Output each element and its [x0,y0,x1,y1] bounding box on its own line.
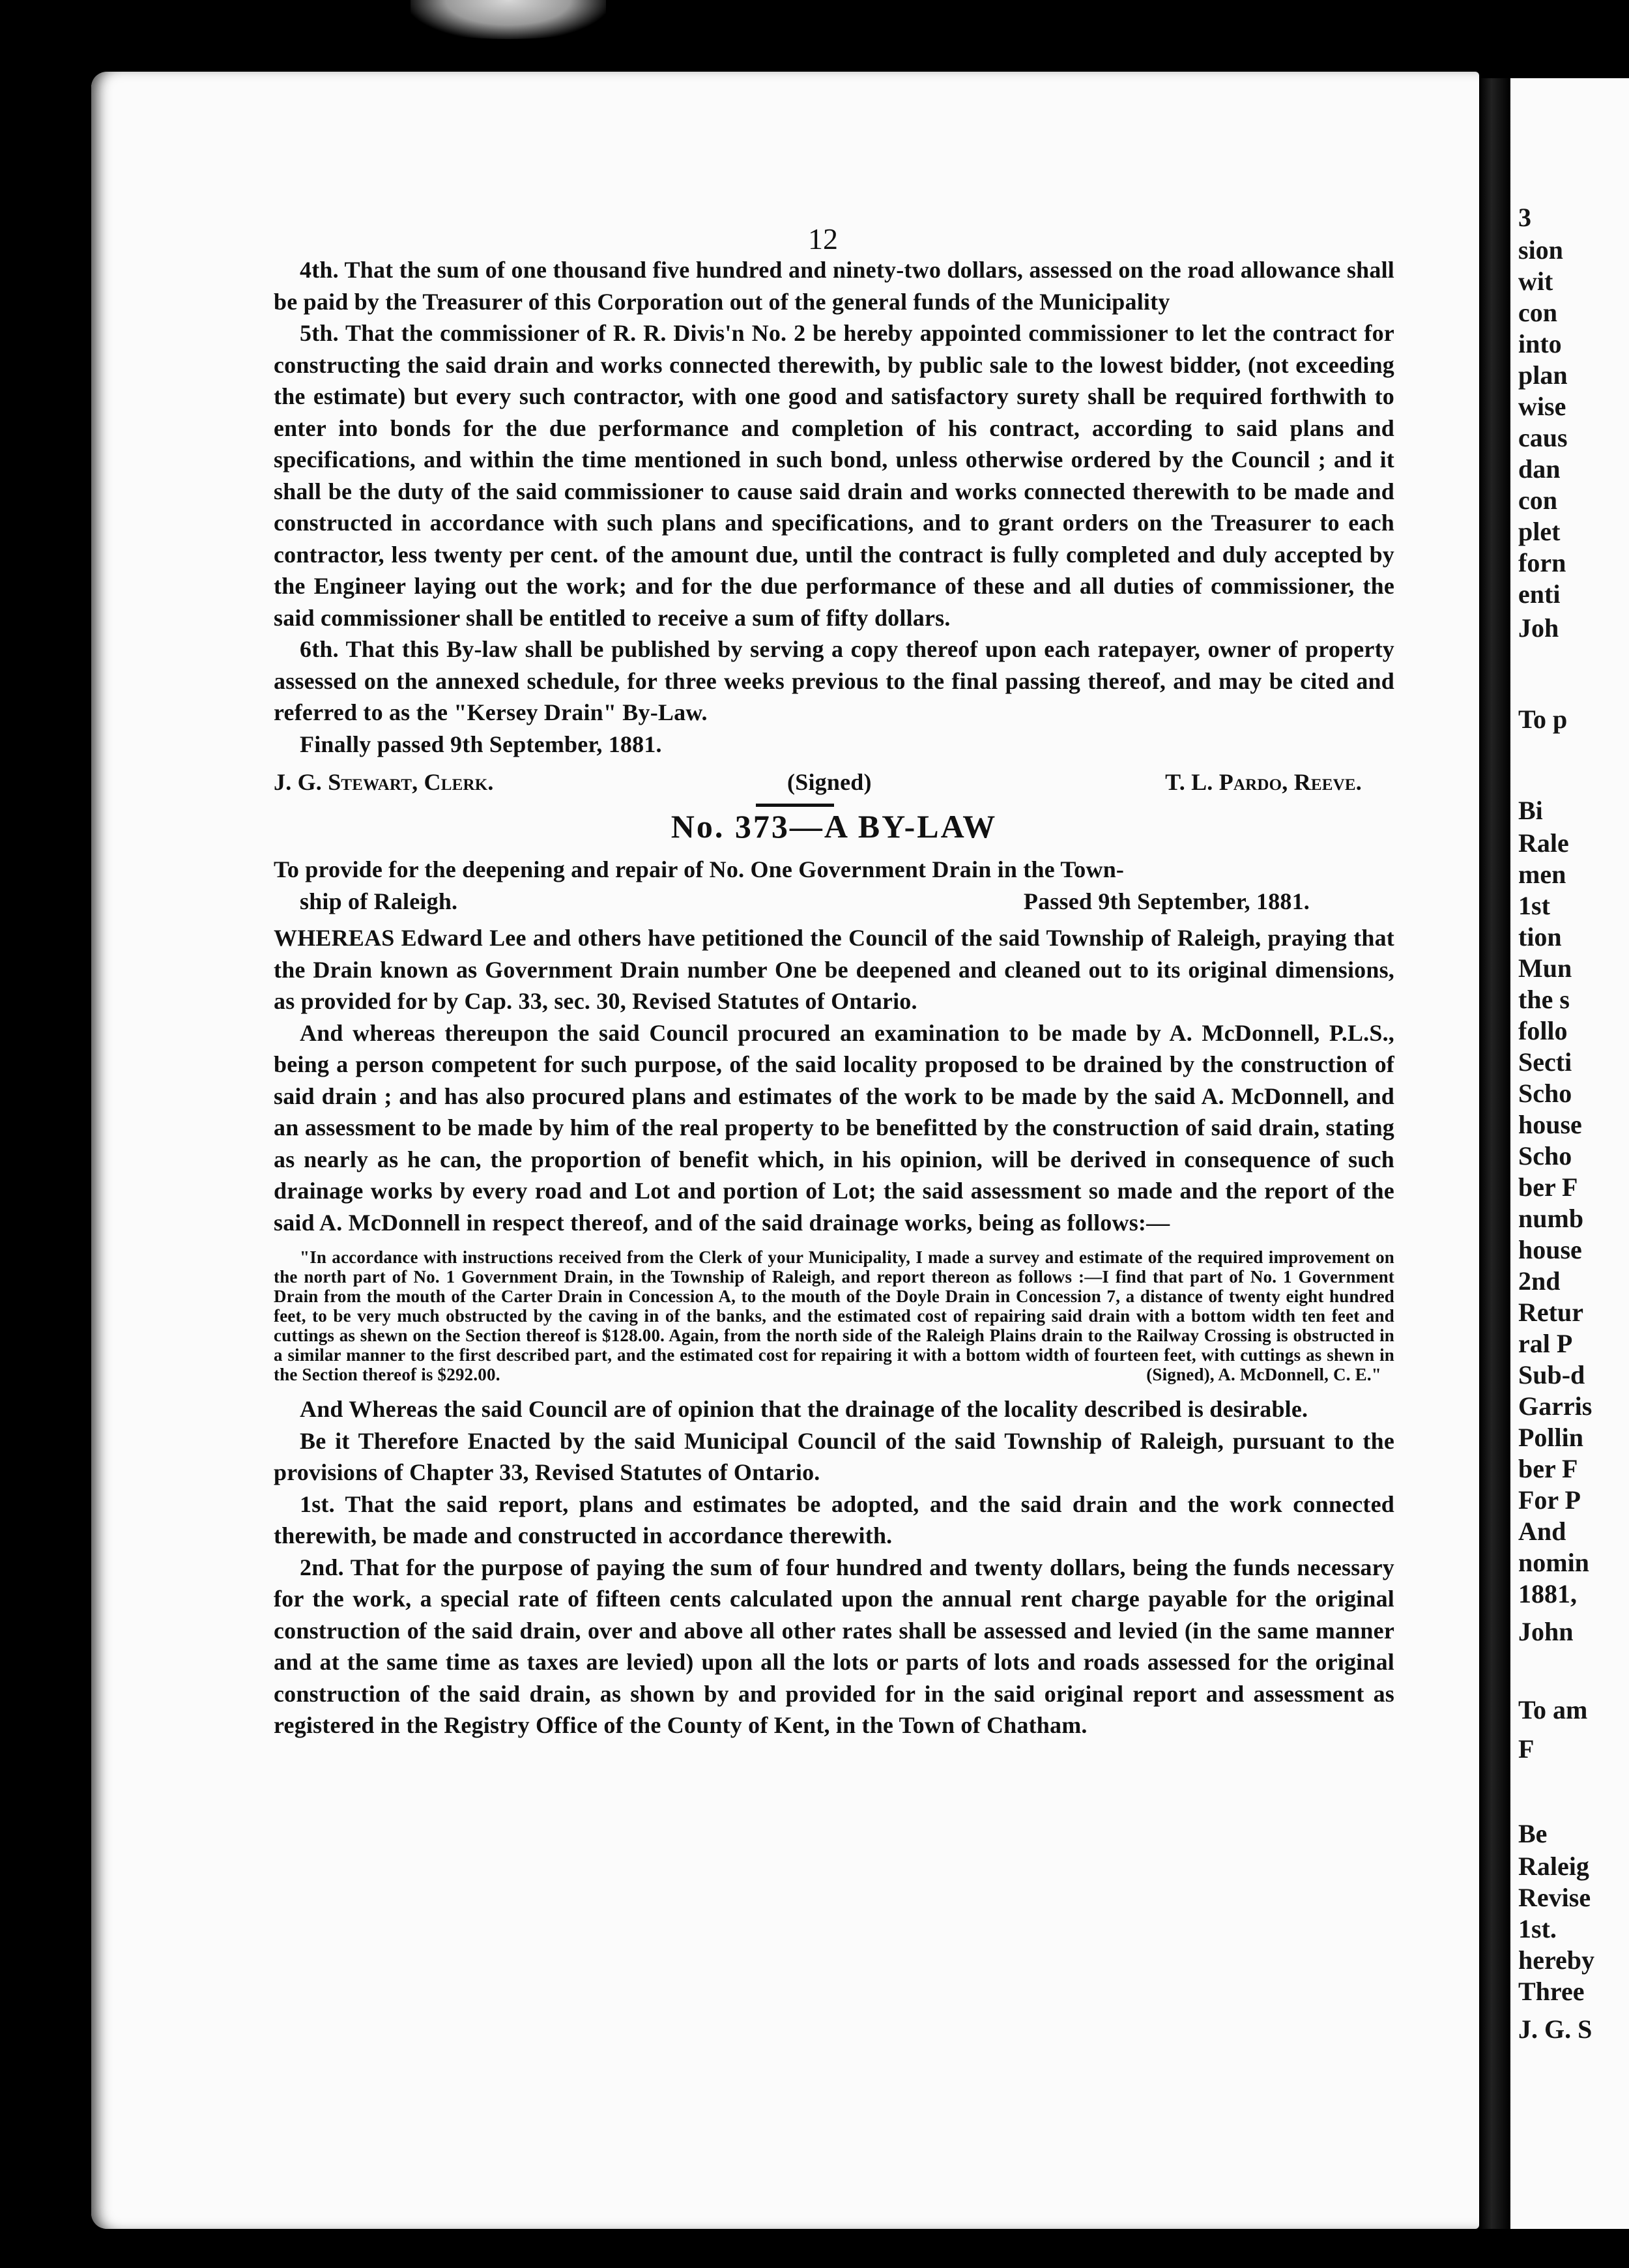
right-page-text-fragment: Three [1518,1977,1585,2006]
signature-row [274,766,1394,798]
right-page-text-fragment: To p [1518,705,1568,734]
right-page-text-fragment: Be [1518,1819,1548,1848]
right-page-text-fragment: Bi [1518,796,1543,825]
right-page-text-fragment: John [1518,1617,1574,1646]
engineer-report-quote [274,1247,1394,1384]
book-gutter [1479,78,1510,2229]
right-page-text-fragment: tion [1518,922,1562,952]
right-page-text-fragment: plan [1518,360,1568,390]
clause-6th: 6th. That this By-law shall be published by serving a copy thereof upon each ratepayer, owner of property assessed on the annexed schedule, for three weeks previous to the final passing thereof, and may be cited and referred to as the "Kersey Drain" By-Law. [274,636,1394,725]
finally-passed: Finally passed 9th September, 1881. [300,731,662,757]
right-page-text-fragment: con [1518,298,1557,327]
right-page-text-fragment: 1st. [1518,1914,1557,1943]
bylaw-subtitle-cont: ship of Raleigh. [300,888,458,914]
right-page-text-fragment: F [1518,1734,1535,1764]
whereas-desirable: And Whereas the said Council are of opinion that the drainage of the locality described is desirable. [300,1396,1308,1422]
page-content [274,215,1394,1741]
signed-label: (Signed) [787,769,872,795]
right-page-text-fragment: wit [1518,267,1553,296]
right-page-text-fragment: Scho [1518,1079,1572,1108]
page-number: 12 [808,222,838,255]
right-page-text-fragment: follo [1518,1016,1568,1045]
reeve-signature: T. L. Pardo, Reeve. [1165,769,1362,795]
right-page-fragment [1510,78,1629,2229]
right-page-text-fragment: plet [1518,517,1561,546]
right-page-text-fragment: hereby [1518,1945,1595,1975]
right-page-text-fragment: Rale [1518,828,1569,858]
right-page-text-fragment: To am [1518,1695,1588,1724]
right-page-text-fragment: ral P [1518,1329,1573,1358]
right-page-text-fragment: For P [1518,1485,1581,1515]
right-page-text-fragment: wise [1518,392,1566,421]
right-page-text-fragment: 2nd [1518,1266,1561,1296]
right-page-text-fragment: nomin [1518,1548,1589,1577]
clause-2nd: 2nd. That for the purpose of paying the sum of four hundred and twenty dollars, being the funds necessary for the work, a special rate of fifteen cents calculated upon the annual rent charge payable for the original construction of the said drain, over and above all other rates shall be assessed and levied (in the same manner and at the same time as taxes are levied) upon all the lots or parts of lots and roads assessed for the original construction of the said drain, as shown by and provided for in the said original report and assessment as registered in the Registry Office of the County of Kent, in the Town of Chatham. [274,1554,1394,1738]
enactment-clause: Be it Therefore Enacted by the said Municipal Council of the said Township of Raleigh, pursuant to the provisions of Chapter 33, Revised Statutes of Ontario. [274,1427,1394,1485]
right-page-text-fragment: J. G. S [1518,2014,1593,2044]
right-page-text-fragment: forn [1518,548,1566,577]
right-page-text-fragment: Garris [1518,1391,1593,1421]
engineer-report-text: "In accordance with instructions received from the Clerk of your Municipality, I made a survey and estimate of the required improvement on the north part of No. 1 Government Drain, in the Township of Raleigh, and report thereon as follows :—I find that part of No. 1 Government Drain from the mouth of the Carter Drain in Concession A, to the mouth of the Doyle Drain in Concession 7, a distance of twenty eight hundred feet, to be very much obstructed by the caving in of the banks, and the estimated cost of repairing said drain with a bottom width ten feet and cuttings as shewn on the Section thereof is $128.00. Again, from the north side of the Raleigh Plains drain to the Railway Crossing is obstructed in a similar manner to the first described part, and the estimated cost for repairing it with a bottom width of fourteen feet, with cuttings as shewn in the Section thereof is $292.00. [274,1247,1394,1384]
section-divider [756,804,834,807]
scan-blemish [411,0,606,39]
right-page-text-fragment: Raleig [1518,1852,1589,1881]
bylaw-subtitle-row [274,886,1394,918]
right-page-text-fragment: numb [1518,1204,1584,1233]
right-page-text-fragment: Mun [1518,953,1572,983]
right-page-text-fragment: 3 [1518,203,1531,232]
right-page-text-fragment: caus [1518,423,1568,452]
bylaw-heading: No. 373—A BY-LAW [670,807,998,845]
right-page-text-fragment: the s [1518,985,1570,1014]
whereas-examination: And whereas thereupon the said Council procured an examination to be made by A. McDonnell, P.L.S., being a person competent for such purpose, of the said locality proposed to be drained by the construction of said drain ; and has also procured plans and estimates of the work to be made by the said A. McDonnell, and an assessment to be made by him of the real property to be benefitted by the construction of said drain, stating as nearly as he can, the proportion of benefit which, in his opinion, will be derived in consequence of such drainage works by every road and Lot and portion of Lot; the said assessment so made and the report of the said A. McDonnell in respect thereof, and of the said drainage works, being as follows:— [274,1019,1394,1236]
bylaw-passed-date: Passed 9th September, 1881. [1023,888,1310,914]
clause-1st: 1st. That the said report, plans and estimates be adopted, and the said drain and the work connected therewith, be made and constructed in accordance therewith. [274,1490,1394,1548]
right-page-text-fragment: 1st [1518,891,1550,920]
right-page-text-fragment: ber F [1518,1454,1578,1483]
right-page-text-fragment: Revise [1518,1883,1591,1912]
right-page-text-fragment: con [1518,486,1557,515]
right-page-text-fragment: house [1518,1235,1582,1264]
right-page-text-fragment: dan [1518,454,1561,484]
right-page-text-fragment: Retur [1518,1298,1583,1327]
engineer-signature: (Signed), A. McDonnell, C. E." [1146,1365,1381,1384]
clerk-signature: J. G. Stewart, Clerk. [274,769,494,795]
right-page-text-fragment: Scho [1518,1141,1572,1170]
bylaw-subtitle: To provide for the deepening and repair of No. One Government Drain in the Town- [274,856,1125,882]
right-page-text-fragment: sion [1518,235,1563,265]
right-page-text-fragment: Joh [1518,613,1559,643]
right-page-text-fragment: Secti [1518,1047,1572,1077]
clause-4th: 4th. That the sum of one thousand five hundred and ninety-two dollars, assessed on the road allowance shall be paid by the Treasurer of this Corporation out of the general funds of the Municipality [274,257,1394,315]
right-page-text-fragment: 1881, [1518,1579,1577,1608]
whereas-petition: WHEREAS Edward Lee and others have petitioned the Council of the said Township of Raleigh, praying that the Drain known as Government Drain number One be deepened and cleaned out to its original dimensions, as provided for by Cap. 33, sec. 30, Revised Statutes of Ontario. [274,925,1394,1014]
clause-5th: 5th. That the commissioner of R. R. Divis'n No. 2 be hereby appointed commissioner to let the contract for constructing the said drain and works connected therewith, by public sale to the lowest bidder, (not exceeding the estimate) but every such contractor, with one good and satisfactory surety shall be required forthwith to enter into bonds for the due performance and completion of his contract, according to said plans and specifications, and within the time mentioned in such bond, unless otherwise ordered by the Council ; and it shall be the duty of the said commissioner to cause said drain and works connected therewith to be made and constructed in accordance with such plans and specifications, and to grant orders on the Treasurer to each contractor, less twenty per cent. of the amount due, until the contract is fully completed and duly accepted by the Engineer laying out the work; and for the due performance of these and all duties of commissioner, the said commissioner shall be entitled to receive a sum of fifty dollars. [274,320,1394,631]
right-page-text-fragment: Sub-d [1518,1360,1585,1389]
right-page-text-fragment: Pollin [1518,1423,1584,1452]
right-page-text-fragment: house [1518,1110,1582,1139]
right-page-text-fragment: ber F [1518,1172,1578,1202]
right-page-text-fragment: into [1518,329,1562,358]
right-page-text-fragment: men [1518,860,1566,889]
right-page-text-fragment: And [1518,1517,1566,1546]
right-page-text-fragment: enti [1518,579,1561,609]
